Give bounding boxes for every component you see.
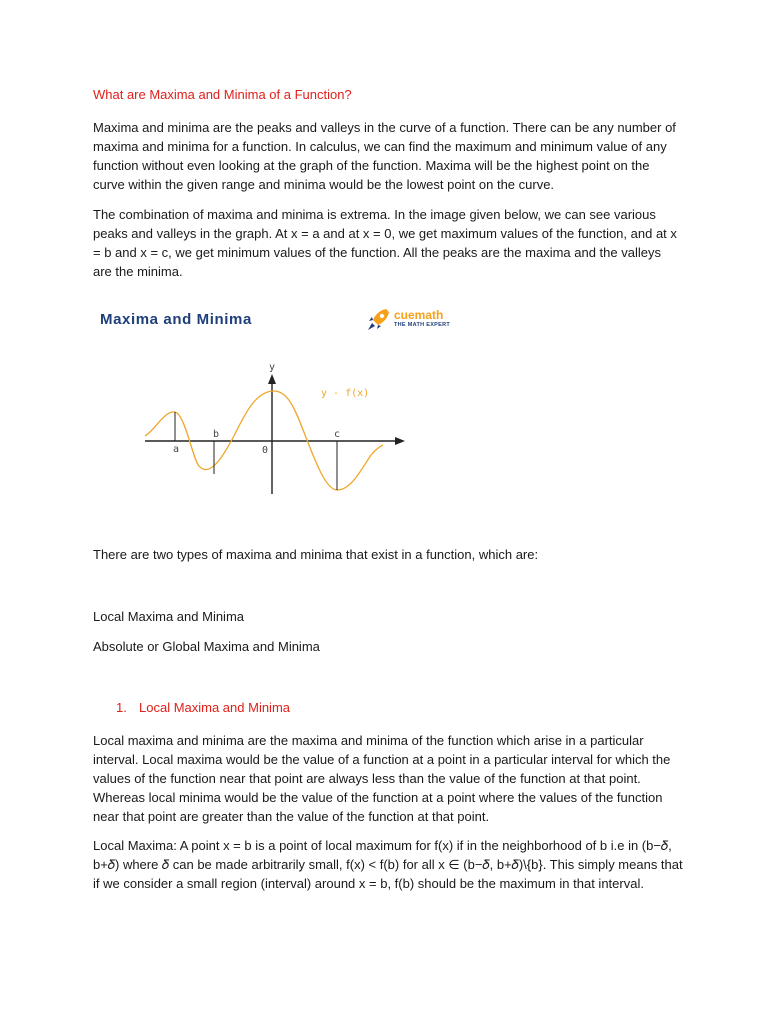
logo-name: cuemath bbox=[394, 308, 444, 322]
point-label-b: b bbox=[213, 429, 220, 440]
intro-paragraph: Maxima and minima are the peaks and valleys in the curve of a function. There can be any number of maxima and minima for a function. In calculus, we can find the maximum and minimum value of any function without even looking at the graph of the function. Maxima will be the highest point on the curve within the given range and minima would be the lowest point on the curve. bbox=[93, 120, 676, 192]
logo-tagline: THE MATH EXPERT bbox=[394, 322, 451, 328]
extrema-paragraph: The combination of maxima and minima is extrema. In the image given below, we can see various peaks and valleys in the graph. At x = a and at x = 0, we get maximum values of the function, and at x = b and x = c, we get minimum values of the function. All the peaks are the maxima and the valleys are the minima. bbox=[93, 207, 677, 279]
section-heading-local bbox=[116, 700, 290, 715]
point-label-c: c bbox=[334, 429, 341, 440]
graph bbox=[93, 300, 473, 500]
figure-title: Maxima and Minima bbox=[100, 311, 252, 328]
local-extrema-paragraph: Local maxima and minima are the maxima and minima of the function which arise in a particular interval. Local maxima would be the value of a function at a point in a particular interval for which the values of the function near that point are always less than the value of the function at that point. Whereas local minima would be the value of the function at a point where the values of the function near that point are greater than the value of the function at that point. bbox=[93, 733, 671, 824]
section-number: 1. bbox=[116, 700, 127, 715]
type-item: Absolute or Global Maxima and Minima bbox=[93, 639, 320, 654]
type-item: Local Maxima and Minima bbox=[93, 609, 245, 624]
types-intro-paragraph: There are two types of maxima and minima that exist in a function, which are: bbox=[93, 547, 539, 562]
point-label-origin: 0 bbox=[262, 445, 269, 456]
curve-label: y - f(x) bbox=[321, 388, 370, 399]
y-axis-arrow-icon bbox=[268, 374, 276, 384]
point-label-a: a bbox=[173, 444, 180, 455]
x-axis-arrow-icon bbox=[395, 437, 405, 445]
page-heading: What are Maxima and Minima of a Function? bbox=[93, 87, 352, 102]
y-axis-label: y bbox=[269, 362, 276, 373]
local-maxima-definition: Local Maxima: A point x = b is a point of local maximum for f(x) if in the neighborhood of b i.e in (b−𝛿, b+𝛿) where 𝛿 can be made arbitrarily small, f(x) < f(b) for all x ∈ (b−𝛿, b+𝛿)\{b}. This simply means that if we consider a small region (interval) around x = b, f(b) should be the maximum in that interval. bbox=[93, 838, 683, 891]
section-title: Local Maxima and Minima bbox=[139, 700, 291, 715]
maxima-minima-figure bbox=[93, 300, 473, 500]
